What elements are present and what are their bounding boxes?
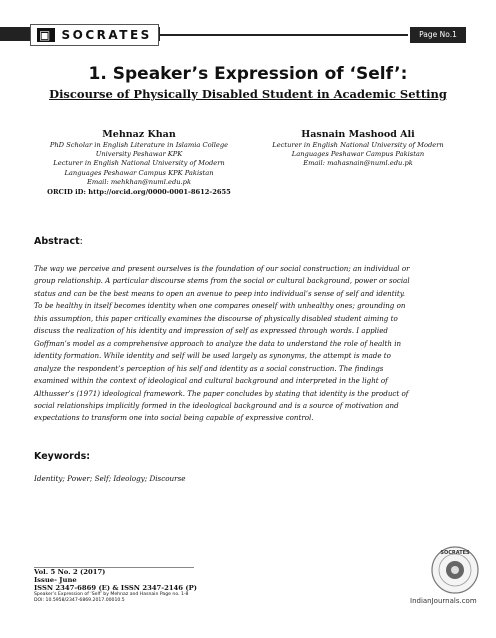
author-email[interactable]: Email: mehkhan@numl.edu.pk	[86, 177, 192, 186]
abstract-line: expectations to transform one into social being capable of expressive control.	[34, 413, 314, 423]
author-affiliation-line: Lecturer in English National University of Modern	[53, 159, 225, 168]
socrates-seal-icon	[430, 545, 480, 595]
author-block-2	[258, 128, 458, 169]
author-name: Mehnaz Khan	[102, 129, 176, 140]
author-email[interactable]: Email: mahasnain@numl.edu.pk	[303, 159, 413, 168]
abstract-body	[34, 263, 462, 425]
abstract-line: group relationship. A particular discourse stems from the social or cultural background, power or social	[34, 276, 410, 286]
author-affiliation-line: University Peshawar KPK	[95, 150, 183, 159]
abstract-line: identity formation. While identity and self will be used largely as synonyms, the attempt is made to	[34, 351, 391, 361]
author-orcid[interactable]: ORCID iD: http://orcid.org/0000-0001-8612-2655	[47, 188, 231, 197]
journal-logo	[30, 24, 159, 46]
author-block-1	[28, 128, 250, 197]
logo-mark-icon: ▣	[39, 28, 53, 42]
abstract-line: examined within the context of ideological and cultural background and interpreted in the light of	[34, 376, 388, 386]
seal-text: SOCRATES	[440, 550, 470, 556]
abstract-heading-text: Abstract	[34, 236, 80, 247]
footer-info	[34, 568, 197, 604]
author-affiliation-line: Languages Peshawar Campus KPK Pakistan	[64, 168, 214, 177]
paper-title: 1. Speaker’s Expression of ‘Self’:	[88, 64, 408, 84]
journal-logo-text: SOCRATES	[61, 28, 152, 42]
abstract-line: discuss the realization of his identity and impression of self as expressed through words. I applied	[34, 326, 388, 336]
abstract-line: To be healthy in itself becomes identity when one compares oneself with unhealthy ones; grounding on	[34, 301, 406, 311]
abstract-heading-colon: :	[79, 236, 83, 247]
footer-volume: Vol. 5 No. 2 (2017)	[34, 568, 106, 576]
author-name: Hasnain Mashood Ali	[301, 129, 415, 140]
keywords-text: Identity; Power; Self; Ideology; Discourse	[34, 474, 186, 483]
abstract-line: Goffman’s model as a comprehensive approach to analyze the data to understand the role of health in	[34, 338, 402, 348]
header-rule	[160, 34, 408, 36]
paper-subtitle: Discourse of Physically Disabled Student in Academic Setting	[49, 87, 447, 101]
footer-doi[interactable]: DOI: 10.5958/2347-6869.2017.00010.5	[34, 598, 125, 603]
footer-issn: ISSN 2347-6869 (E) & ISSN 2347-2146 (P)	[34, 584, 197, 592]
abstract-line: The way we perceive and present ourselves is the foundation of our social construction; an individual or	[34, 264, 410, 273]
abstract-line: analyze the respondent’s perception of his self and identity as a social construction. The findings	[34, 363, 384, 373]
journal-header	[0, 0, 496, 52]
abstract-line: Althusser’s (1971) ideological framework. The paper concludes by stating that identity is the product of	[34, 388, 409, 398]
indianjournals-logo: IndianJournals.com	[410, 597, 477, 605]
footer-citation: Speaker’s Expression of ‘Self’ by Mehnaz and Hasnain Page no. 1-8	[34, 592, 189, 597]
author-affiliation-line: Lecturer in English National University of Modern	[272, 141, 444, 149]
author-affiliation-line: Languages Peshawar Campus Pakistan	[291, 150, 425, 159]
abstract-line: status and can be the best means to open an avenue to peep into individual’s sense of self and identity.	[34, 288, 406, 298]
page-number-badge: Page No.1	[410, 27, 466, 43]
author-affiliation-line: PhD Scholar in English Literature in Islamia College	[49, 141, 229, 149]
footer-issue: Issue- June	[34, 576, 77, 584]
abstract-line: social relationships implicitly formed in the ideological background and is a source of motivation and	[34, 400, 399, 410]
abstract-line: this assumption, this paper critically examines the discourse of physically disabled student aiming to	[34, 313, 398, 323]
keywords-heading: Keywords:	[34, 451, 91, 462]
abstract-heading	[34, 236, 83, 247]
